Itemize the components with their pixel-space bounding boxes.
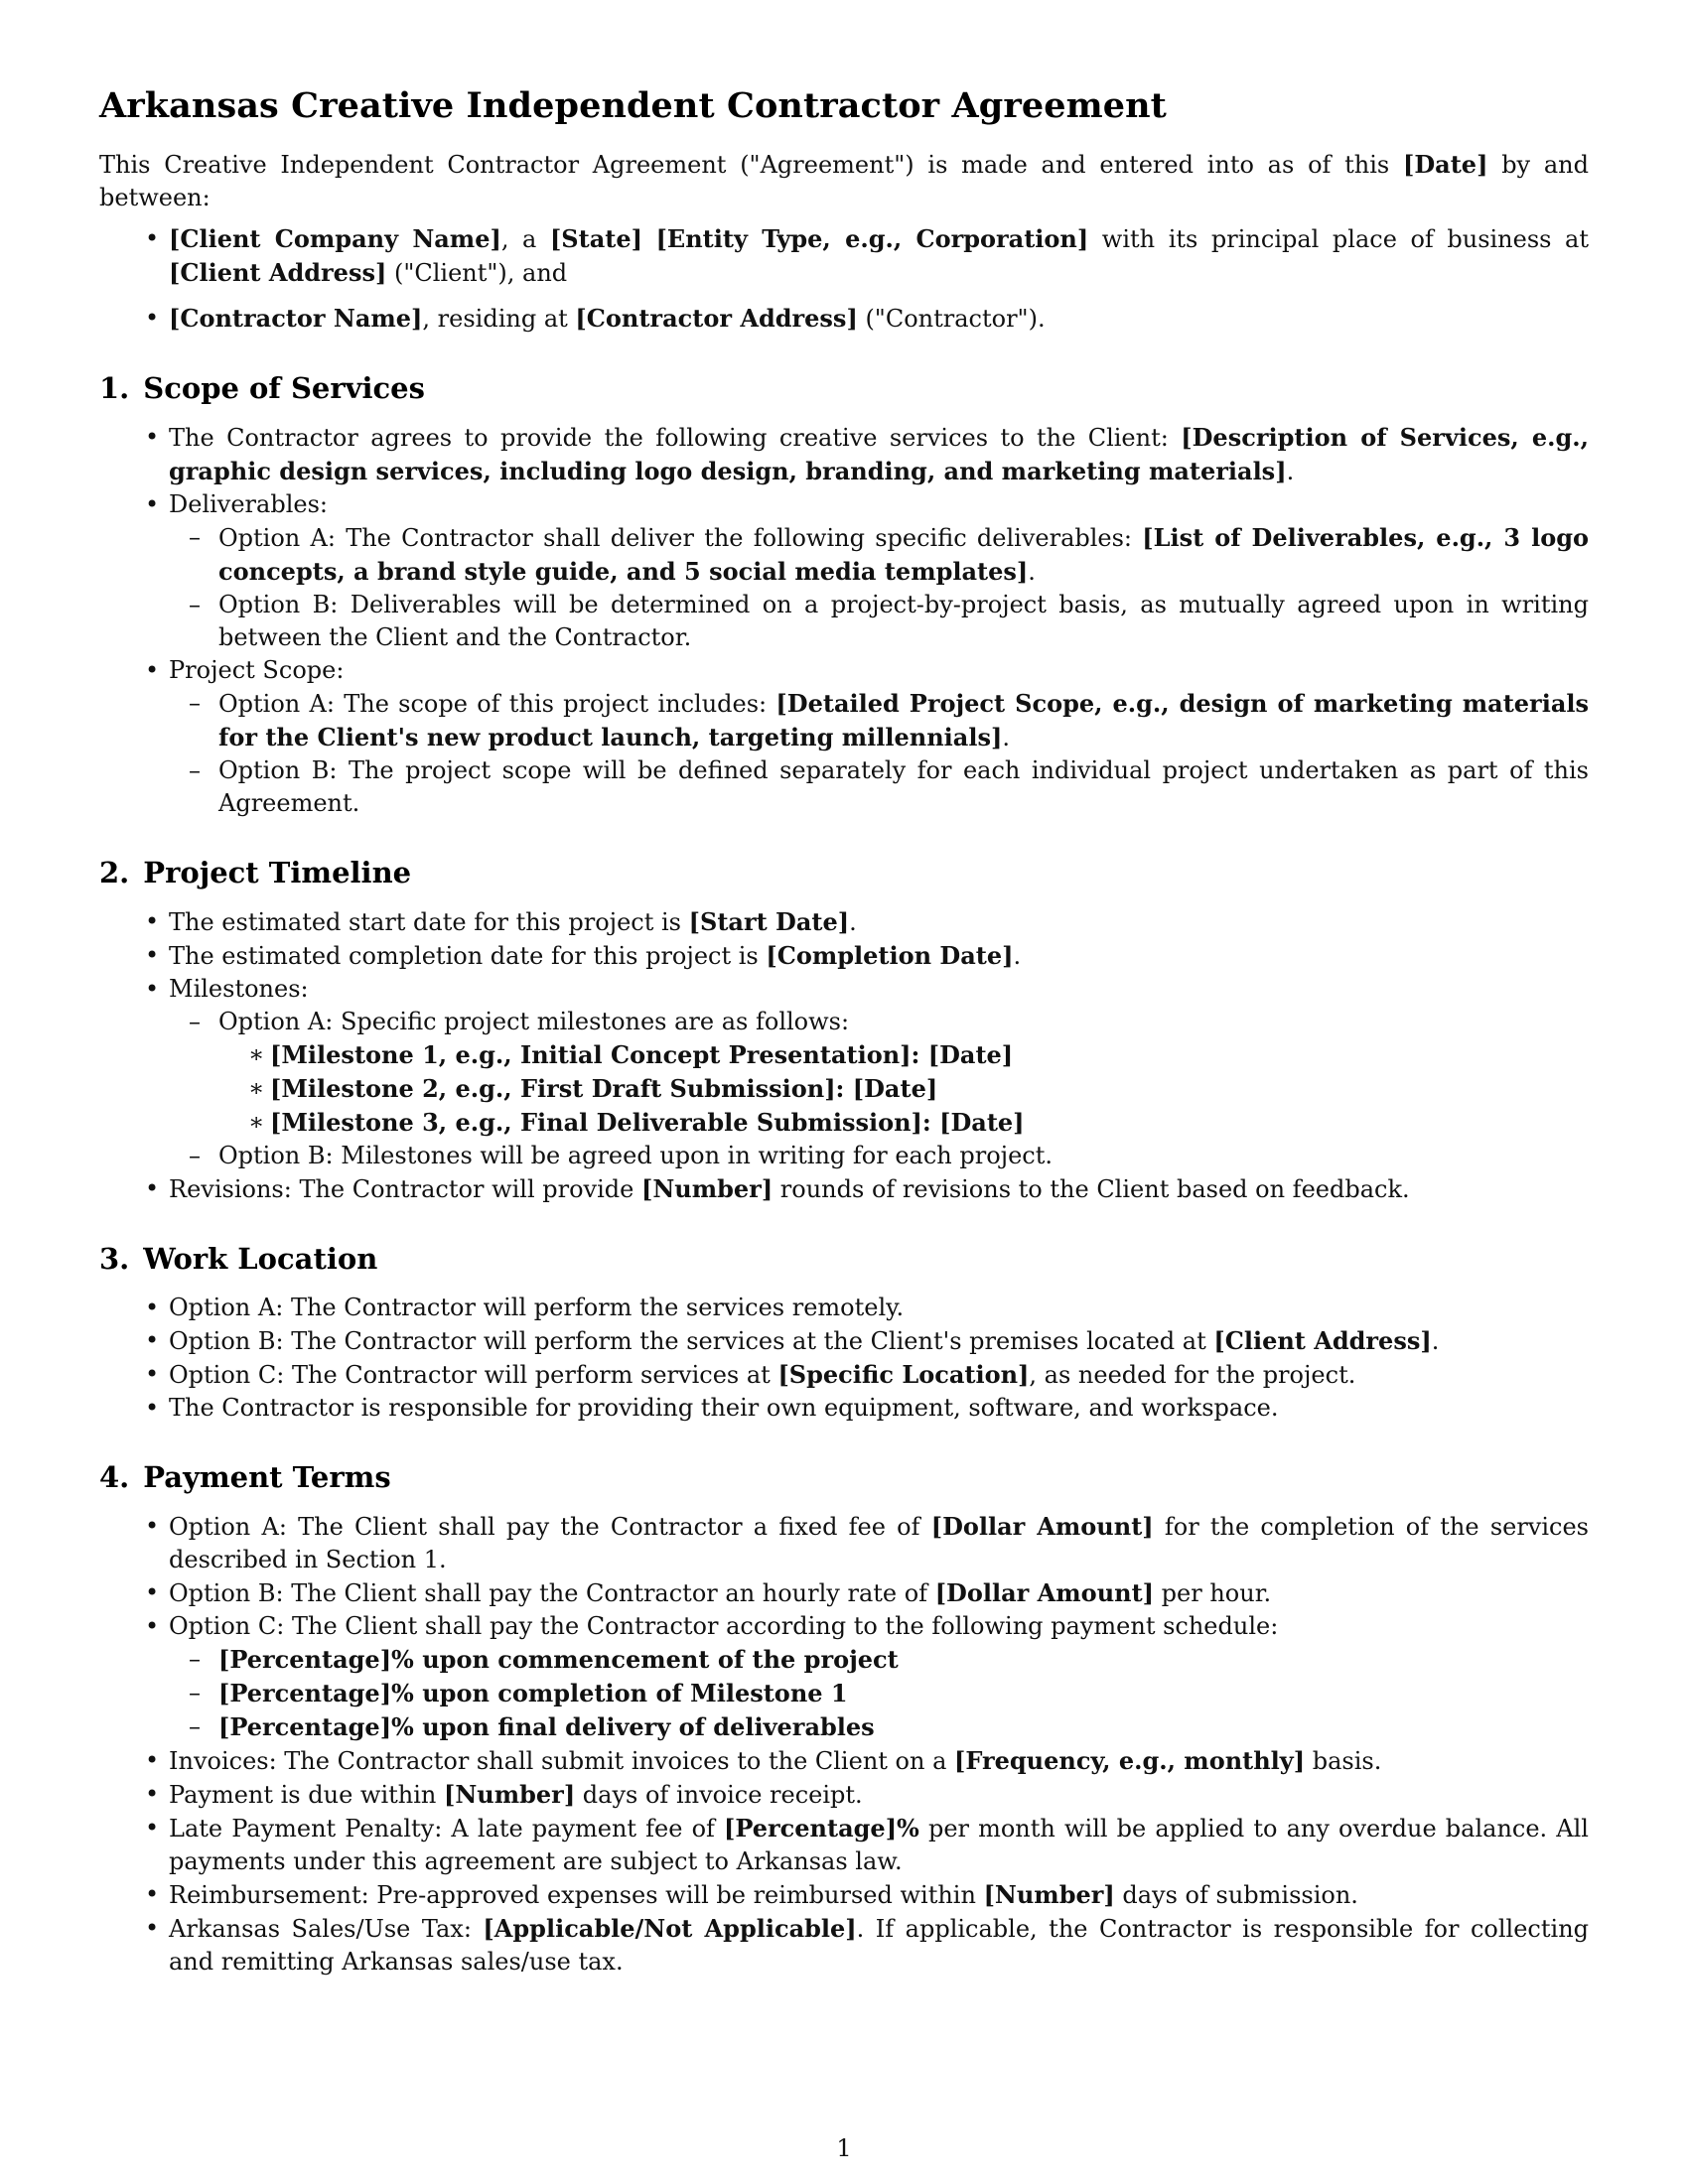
text: rounds of revisions to the Client based on feedback.: [773, 1175, 1410, 1203]
text: [Percentage]% upon final delivery of deliverables: [218, 1712, 875, 1741]
due-days-placeholder: [Number]: [443, 1780, 576, 1809]
text: Option A: The Client shall pay the Contractor a fixed fee of: [169, 1513, 931, 1541]
document-title: Arkansas Creative Independent Contractor Agreement: [99, 85, 1167, 126]
text: .: [1002, 724, 1010, 751]
text: .: [1286, 458, 1295, 485]
sublist: [159, 687, 1589, 820]
section-heading-scope: [99, 371, 1589, 405]
intro-text-end: by and between:: [99, 151, 1589, 211]
section-heading-location: [99, 1242, 1589, 1276]
list-item: [159, 687, 1589, 754]
text: The Contractor agrees to provide the following creative services to the Client:: [169, 424, 1182, 452]
text: with its principal place of business at: [1088, 225, 1590, 253]
contractor-address-placeholder: [Contractor Address]: [575, 304, 858, 333]
list-item: [99, 1912, 1589, 1979]
payment-list: [99, 1510, 1589, 1979]
text: per month will be applied to any overdue balance. All payments under this agreement are subject to Arkansas law.: [169, 1815, 1589, 1875]
invoice-frequency-placeholder: [Frequency, e.g., monthly]: [954, 1746, 1306, 1775]
text: Option C: The Contractor will perform services at: [169, 1361, 778, 1389]
list-item: [99, 1878, 1589, 1912]
list-item: [99, 654, 1589, 820]
text: Option A: The Contractor shall deliver the following specific deliverables:: [218, 524, 1143, 552]
text: Arkansas Sales/Use Tax:: [169, 1915, 484, 1943]
section-number: 4.: [99, 1460, 130, 1494]
list-item: [99, 1324, 1589, 1358]
state-placeholder: [State]: [549, 224, 642, 253]
start-date-placeholder: [Start Date]: [688, 907, 850, 936]
list-item: [159, 521, 1589, 589]
entity-type-placeholder: [Entity Type, e.g., Corporation]: [655, 224, 1089, 253]
list-item: [99, 1744, 1589, 1778]
schedule-item: [159, 1677, 1589, 1710]
text: Invoices: The Contractor shall submit invoices to the Client on a: [169, 1747, 955, 1775]
section-title: Project Timeline: [143, 856, 412, 889]
list-item: [99, 1610, 1589, 1744]
section-heading-timeline: [99, 856, 1589, 889]
text: Deliverables:: [169, 490, 328, 518]
milestone-item: [218, 1106, 1589, 1140]
text: Late Payment Penalty: A late payment fee of: [169, 1815, 724, 1843]
list-item: – Option B: Deliverables will be determined on a project-by-project basis, as mutually agreed upon in writing between the Client and the Contractor.: [159, 589, 1589, 654]
date-placeholder: [Date]: [1403, 150, 1488, 179]
completion-date-placeholder: [Completion Date]: [766, 941, 1014, 970]
payment-schedule-list: [159, 1643, 1589, 1744]
client-address-placeholder: [Client Address]: [169, 258, 387, 287]
list-item: [99, 905, 1589, 939]
sublist: [159, 521, 1589, 654]
list-item: [99, 421, 1589, 488]
intro-paragraph: [99, 148, 1589, 214]
text: .: [1028, 558, 1036, 586]
hourly-rate-placeholder: [Dollar Amount]: [934, 1578, 1155, 1607]
text: [Milestone 2, e.g., First Draft Submission]: [Date]: [270, 1074, 938, 1103]
text: [Milestone 1, e.g., Initial Concept Presentation]: [Date]: [270, 1040, 1014, 1069]
text: , residing at: [422, 305, 576, 333]
list-item: [99, 1172, 1589, 1206]
list-item: [99, 1778, 1589, 1812]
document-page: [99, 85, 1589, 1979]
list-item: – Option B: The project scope will be defined separately for each individual project undertaken as part of this Agreement.: [159, 754, 1589, 820]
section-number: 2.: [99, 856, 130, 889]
list-item: [99, 1812, 1589, 1878]
page-number: 1: [836, 2134, 852, 2162]
text: .: [1431, 1327, 1440, 1355]
text: .: [1013, 942, 1022, 970]
text: .: [849, 908, 857, 936]
text: days of submission.: [1114, 1881, 1358, 1909]
text: [Percentage]% upon commencement of the project: [218, 1645, 899, 1674]
schedule-item: [159, 1710, 1589, 1744]
text: Option C: The Client shall pay the Contractor according to the following payment schedule:: [169, 1612, 1279, 1640]
list-item: • Option A: The Contractor will perform the services remotely.: [99, 1292, 1589, 1324]
milestone-list: [218, 1038, 1589, 1140]
text: Reimbursement: Pre-approved expenses will be reimbursed within: [169, 1881, 984, 1909]
text: basis.: [1305, 1747, 1382, 1775]
deliverables-placeholder: [List of Deliverables, e.g., 3 logo concepts, a brand style guide, and 5 social media templates]: [218, 523, 1590, 586]
schedule-item: [159, 1643, 1589, 1677]
text: . If applicable, the Contractor is responsible for collecting and remitting Arkansas sales/use tax.: [169, 1915, 1590, 1976]
list-item: [159, 1006, 1589, 1140]
section-title: Scope of Services: [143, 371, 425, 405]
list-item: [99, 939, 1589, 973]
scope-list: [99, 421, 1589, 820]
list-item: [99, 1576, 1589, 1610]
text: Project Scope:: [169, 656, 345, 684]
section-title: Work Location: [143, 1242, 378, 1276]
services-placeholder: [Description of Services, e.g., graphic design services, including logo design, branding, and marketing materials]: [169, 423, 1590, 485]
location-list: [99, 1292, 1589, 1425]
specific-location-placeholder: [Specific Location]: [777, 1360, 1030, 1389]
text: per hour.: [1154, 1579, 1272, 1607]
text: Payment is due within: [169, 1781, 444, 1809]
milestone-item: [218, 1038, 1589, 1072]
text: , a: [500, 225, 550, 253]
list-item: – Option B: Milestones will be agreed upon in writing for each project.: [159, 1140, 1589, 1172]
text: [642, 225, 656, 253]
sales-tax-placeholder: [Applicable/Not Applicable]: [483, 1914, 857, 1943]
text: Option B: The Contractor will perform the services at the Client's premises located at: [169, 1327, 1214, 1355]
section-heading-payment: [99, 1460, 1589, 1494]
text: ("Client"), and: [386, 259, 568, 287]
section-number: 1.: [99, 371, 130, 405]
list-item: [99, 488, 1589, 654]
text: Option A: Specific project milestones are as follows:: [218, 1008, 850, 1035]
reimbursement-days-placeholder: [Number]: [983, 1880, 1115, 1909]
client-name-placeholder: [Client Company Name]: [169, 224, 501, 253]
list-item: • The Contractor is responsible for providing their own equipment, software, and workspace.: [99, 1392, 1589, 1425]
text: Revisions: The Contractor will provide: [169, 1175, 641, 1203]
client-address-placeholder: [Client Address]: [1213, 1326, 1432, 1355]
revisions-placeholder: [Number]: [640, 1174, 774, 1203]
text: Option B: The Client shall pay the Contractor an hourly rate of: [169, 1579, 935, 1607]
list-item: [99, 1358, 1589, 1392]
intro-text: This Creative Independent Contractor Agreement ("Agreement") is made and entered into as of this: [99, 151, 1403, 179]
milestone-item: [218, 1072, 1589, 1106]
party-contractor: [99, 302, 1589, 336]
text: The estimated completion date for this project is: [169, 942, 767, 970]
section-number: 3.: [99, 1242, 130, 1276]
late-fee-placeholder: [Percentage]%: [724, 1814, 919, 1843]
party-client: [99, 222, 1589, 290]
text: [Milestone 3, e.g., Final Deliverable Submission]: [Date]: [270, 1108, 1025, 1137]
text: Option A: The scope of this project includes:: [218, 690, 776, 718]
contractor-name-placeholder: [Contractor Name]: [169, 304, 423, 333]
text: Milestones:: [169, 975, 309, 1003]
list-item: [99, 1510, 1589, 1576]
text: The estimated start date for this project is: [169, 908, 689, 936]
parties-list: [99, 222, 1589, 336]
sublist: [159, 1006, 1589, 1172]
section-title: Payment Terms: [143, 1460, 391, 1494]
text: for the completion of the services described in Section 1.: [169, 1513, 1590, 1573]
text: ("Contractor").: [857, 305, 1046, 333]
project-scope-placeholder: [Detailed Project Scope, e.g., design of marketing materials for the Client's new product launch, targeting millennials]: [218, 689, 1589, 751]
fixed-fee-placeholder: [Dollar Amount]: [930, 1512, 1154, 1541]
text: days of invoice receipt.: [575, 1781, 863, 1809]
text: , as needed for the project.: [1029, 1361, 1356, 1389]
text: [Percentage]% upon completion of Milestone 1: [218, 1679, 848, 1707]
list-item: [99, 973, 1589, 1172]
timeline-list: [99, 905, 1589, 1206]
